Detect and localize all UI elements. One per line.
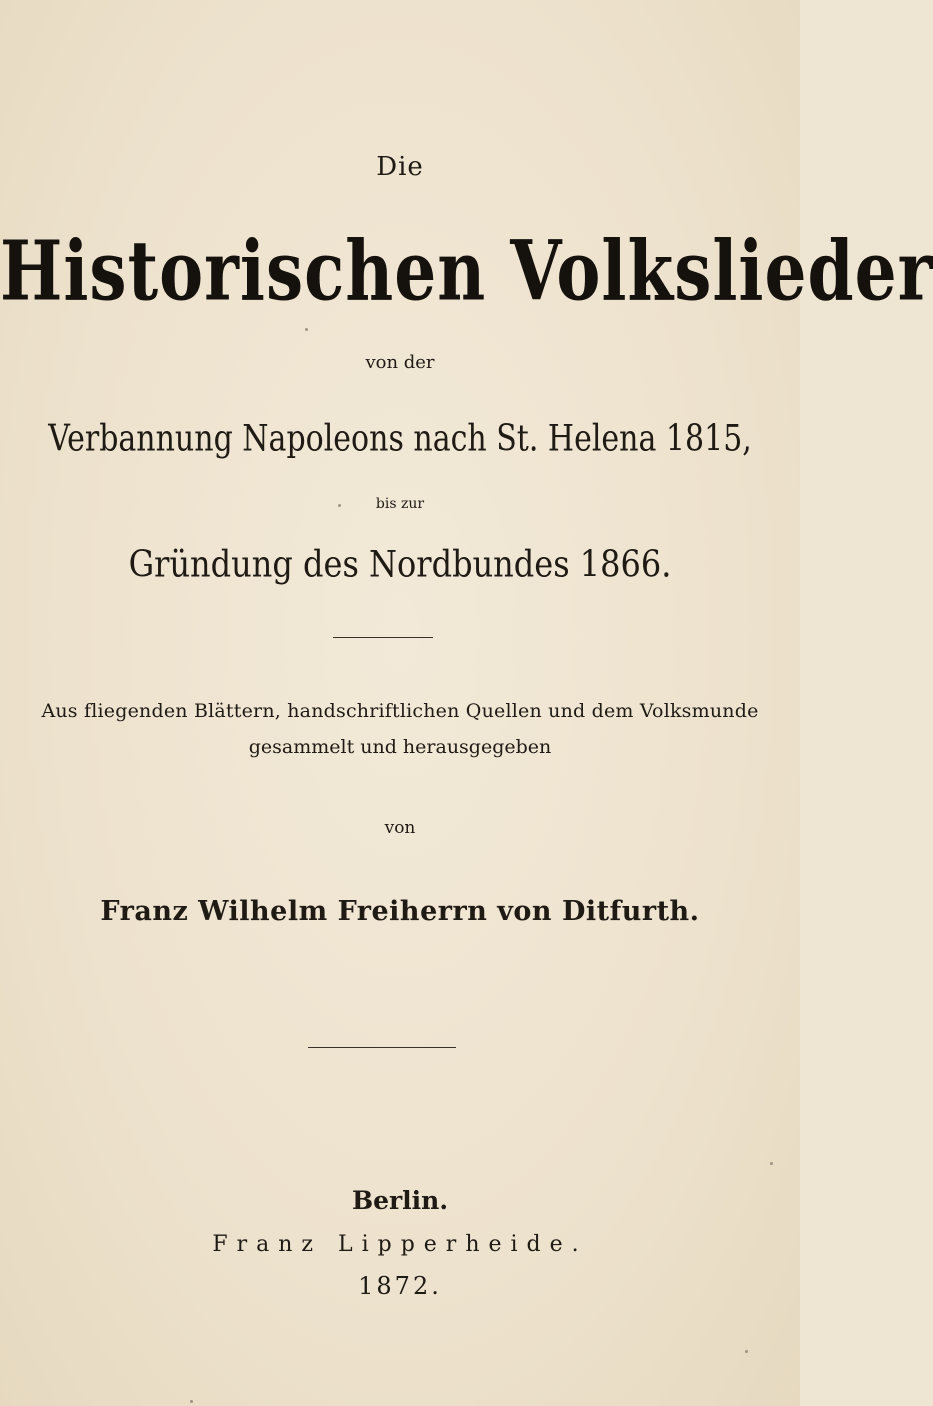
divider-rule-top bbox=[333, 637, 433, 638]
imprint-year: 1872. bbox=[358, 1272, 442, 1300]
paper-speck bbox=[305, 328, 308, 331]
main-title: Historischen Volkslieder bbox=[0, 222, 933, 320]
sources-line-2: gesammelt und herausgegeben bbox=[248, 736, 552, 758]
subtitle-gruendung: Gründung des Nordbundes 1866. bbox=[128, 542, 672, 586]
author-name: Franz Wilhelm Freiherrn von Ditfurth. bbox=[100, 896, 700, 927]
title-article: Die bbox=[376, 152, 424, 182]
paper-speck bbox=[745, 1350, 748, 1353]
subtitle-verbannung: Verbannung Napoleons nach St. Helena 1815, bbox=[48, 418, 752, 460]
paper-speck bbox=[338, 504, 341, 507]
imprint-publisher: Franz Lipperheide. bbox=[212, 1232, 588, 1257]
divider-rule-bottom bbox=[308, 1047, 456, 1048]
paper-speck bbox=[190, 1400, 193, 1403]
subtitle-von-der: von der bbox=[365, 352, 435, 373]
paper-speck bbox=[770, 1162, 773, 1165]
imprint-place: Berlin. bbox=[351, 1186, 449, 1215]
sources-line-1: Aus fliegenden Blättern, handschriftlichen Quellen und dem Volksmunde bbox=[41, 700, 759, 722]
subtitle-bis-zur: bis zur bbox=[375, 496, 425, 512]
by-line-von: von bbox=[384, 818, 416, 838]
